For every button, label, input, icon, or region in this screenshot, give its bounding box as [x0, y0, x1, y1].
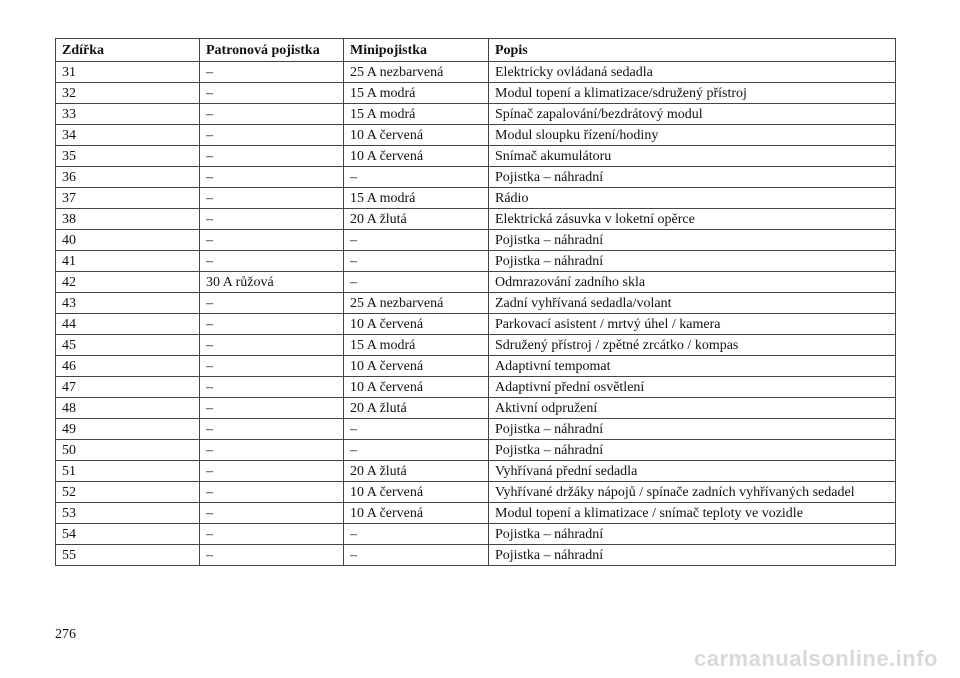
cell-cavity: 53: [56, 503, 200, 524]
cell-cavity: 31: [56, 62, 200, 83]
cell-cavity: 42: [56, 272, 200, 293]
table-row: [56, 545, 896, 566]
table-row: [56, 62, 896, 83]
cell-cavity: 47: [56, 377, 200, 398]
cell-cartridge-fuse: –: [200, 188, 344, 209]
cell-mini-fuse: 10 A červená: [344, 503, 489, 524]
cell-mini-fuse: 10 A červená: [344, 377, 489, 398]
cell-cartridge-fuse: –: [200, 398, 344, 419]
table-row: [56, 503, 896, 524]
cell-mini-fuse: –: [344, 545, 489, 566]
cell-mini-fuse: 20 A žlutá: [344, 398, 489, 419]
cell-cartridge-fuse: –: [200, 482, 344, 503]
cell-mini-fuse: –: [344, 272, 489, 293]
table-row: [56, 293, 896, 314]
cell-cartridge-fuse: –: [200, 209, 344, 230]
cell-cartridge-fuse: –: [200, 503, 344, 524]
cell-description: Elektrická zásuvka v loketní opěrce: [489, 209, 896, 230]
cell-mini-fuse: 15 A modrá: [344, 188, 489, 209]
cell-mini-fuse: –: [344, 251, 489, 272]
cell-mini-fuse: 10 A červená: [344, 125, 489, 146]
cell-cartridge-fuse: –: [200, 419, 344, 440]
cell-cartridge-fuse: –: [200, 377, 344, 398]
cell-cavity: 54: [56, 524, 200, 545]
cell-cartridge-fuse: –: [200, 461, 344, 482]
cell-description: Pojistka – náhradní: [489, 251, 896, 272]
table-row: [56, 377, 896, 398]
cell-mini-fuse: 10 A červená: [344, 146, 489, 167]
table-row: [56, 230, 896, 251]
cell-description: Pojistka – náhradní: [489, 230, 896, 251]
cell-cartridge-fuse: –: [200, 524, 344, 545]
watermark: carmanualsonline.info: [694, 646, 938, 671]
cell-description: Pojistka – náhradní: [489, 419, 896, 440]
cell-mini-fuse: 25 A nezbarvená: [344, 62, 489, 83]
table-row: [56, 146, 896, 167]
header-cell-mini-fuse: Minipojistka: [344, 39, 489, 62]
table-row: [56, 356, 896, 377]
table-row: [56, 314, 896, 335]
cell-description: Parkovací asistent / mrtvý úhel / kamera: [489, 314, 896, 335]
cell-cartridge-fuse: –: [200, 251, 344, 272]
cell-mini-fuse: 10 A červená: [344, 314, 489, 335]
cell-mini-fuse: –: [344, 419, 489, 440]
fuse-table: [55, 38, 896, 566]
cell-description: Modul sloupku řízení/hodiny: [489, 125, 896, 146]
table-row: [56, 125, 896, 146]
cell-description: Vyhřívané držáky nápojů / spínače zadních vyhřívaných sedadel: [489, 482, 896, 503]
cell-cartridge-fuse: –: [200, 356, 344, 377]
cell-mini-fuse: 10 A červená: [344, 356, 489, 377]
cell-description: Odmrazování zadního skla: [489, 272, 896, 293]
cell-description: Pojistka – náhradní: [489, 440, 896, 461]
table-row: [56, 272, 896, 293]
cell-cartridge-fuse: –: [200, 314, 344, 335]
cell-cavity: 43: [56, 293, 200, 314]
cell-cartridge-fuse: –: [200, 167, 344, 188]
cell-cartridge-fuse: –: [200, 230, 344, 251]
cell-description: Modul topení a klimatizace / snímač teploty ve vozidle: [489, 503, 896, 524]
cell-cartridge-fuse: –: [200, 62, 344, 83]
table-row: [56, 398, 896, 419]
cell-cartridge-fuse: –: [200, 104, 344, 125]
cell-cavity: 32: [56, 83, 200, 104]
cell-description: Aktivní odpružení: [489, 398, 896, 419]
cell-cartridge-fuse: –: [200, 146, 344, 167]
table-row: [56, 524, 896, 545]
cell-cartridge-fuse: –: [200, 293, 344, 314]
table-header: [56, 39, 896, 62]
cell-cartridge-fuse: –: [200, 83, 344, 104]
header-cell-cartridge-fuse: Patronová pojistka: [200, 39, 344, 62]
cell-cavity: 52: [56, 482, 200, 503]
cell-mini-fuse: 20 A žlutá: [344, 209, 489, 230]
cell-description: Snímač akumulátoru: [489, 146, 896, 167]
cell-cartridge-fuse: –: [200, 545, 344, 566]
cell-mini-fuse: 15 A modrá: [344, 83, 489, 104]
table-row: [56, 251, 896, 272]
table-row: [56, 482, 896, 503]
cell-cartridge-fuse: –: [200, 440, 344, 461]
cell-description: Pojistka – náhradní: [489, 167, 896, 188]
cell-description: Adaptivní přední osvětlení: [489, 377, 896, 398]
cell-cavity: 37: [56, 188, 200, 209]
cell-mini-fuse: 10 A červená: [344, 482, 489, 503]
cell-cavity: 49: [56, 419, 200, 440]
header-row: [56, 39, 896, 62]
cell-description: Zadní vyhřívaná sedadla/volant: [489, 293, 896, 314]
cell-description: Pojistka – náhradní: [489, 545, 896, 566]
table-row: [56, 104, 896, 125]
cell-description: Modul topení a klimatizace/sdružený přístroj: [489, 83, 896, 104]
cell-mini-fuse: 15 A modrá: [344, 104, 489, 125]
cell-cavity: 46: [56, 356, 200, 377]
table-body: [56, 62, 896, 566]
cell-cartridge-fuse: –: [200, 125, 344, 146]
cell-cavity: 50: [56, 440, 200, 461]
cell-description: Rádio: [489, 188, 896, 209]
cell-description: Vyhřívaná přední sedadla: [489, 461, 896, 482]
cell-mini-fuse: –: [344, 167, 489, 188]
cell-description: Pojistka – náhradní: [489, 524, 896, 545]
cell-cavity: 34: [56, 125, 200, 146]
page-number: 276: [55, 627, 76, 642]
table-row: [56, 167, 896, 188]
cell-description: Elektricky ovládaná sedadla: [489, 62, 896, 83]
cell-mini-fuse: 15 A modrá: [344, 335, 489, 356]
cell-description: Adaptivní tempomat: [489, 356, 896, 377]
table-row: [56, 335, 896, 356]
cell-mini-fuse: –: [344, 524, 489, 545]
table-row: [56, 419, 896, 440]
cell-mini-fuse: –: [344, 440, 489, 461]
cell-cartridge-fuse: –: [200, 335, 344, 356]
header-cell-description: Popis: [489, 39, 896, 62]
cell-cavity: 55: [56, 545, 200, 566]
cell-cavity: 41: [56, 251, 200, 272]
cell-cartridge-fuse: 30 A růžová: [200, 272, 344, 293]
cell-cavity: 44: [56, 314, 200, 335]
table-row: [56, 461, 896, 482]
cell-mini-fuse: 20 A žlutá: [344, 461, 489, 482]
cell-description: Sdružený přístroj / zpětné zrcátko / kompas: [489, 335, 896, 356]
cell-mini-fuse: 25 A nezbarvená: [344, 293, 489, 314]
cell-cavity: 40: [56, 230, 200, 251]
cell-cavity: 45: [56, 335, 200, 356]
cell-cavity: 48: [56, 398, 200, 419]
table-row: [56, 209, 896, 230]
cell-cavity: 38: [56, 209, 200, 230]
table-row: [56, 440, 896, 461]
cell-cavity: 36: [56, 167, 200, 188]
cell-cavity: 51: [56, 461, 200, 482]
cell-mini-fuse: –: [344, 230, 489, 251]
cell-description: Spínač zapalování/bezdrátový modul: [489, 104, 896, 125]
table-row: [56, 83, 896, 104]
header-cell-cavity: Zdířka: [56, 39, 200, 62]
cell-cavity: 33: [56, 104, 200, 125]
cell-cavity: 35: [56, 146, 200, 167]
table-row: [56, 188, 896, 209]
